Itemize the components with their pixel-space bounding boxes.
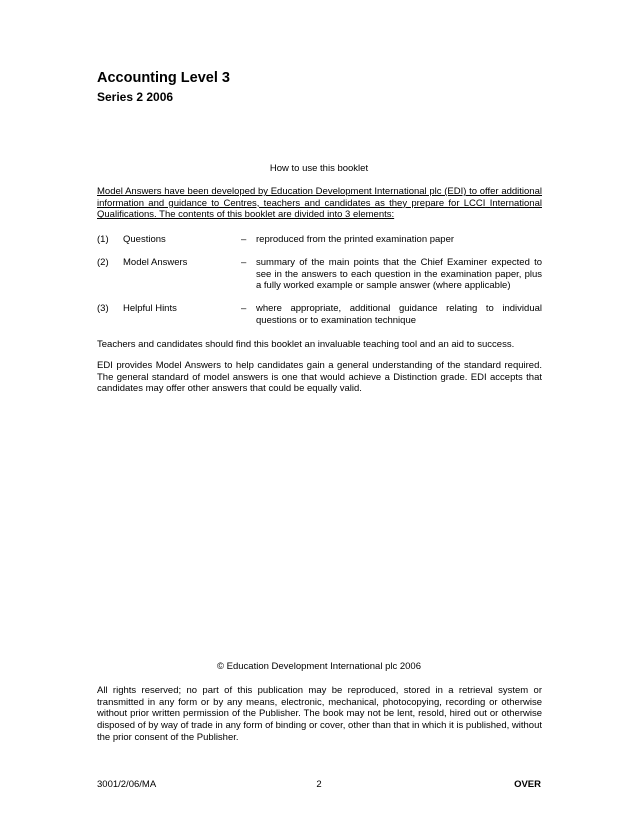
rights-paragraph: All rights reserved; no part of this publication may be reproduced, stored in a retrieval system or transmitted in any form or by any means, electronic, mechanical, photocopying, recording or otherwise without prior written permission of the Publisher. The book may not be lent, resold, hired out or otherwise disposed of by way of trade in any form of binding or cover, other than that in which it is published, without the prior consent of the Publisher. <box>97 685 542 743</box>
document-title: Accounting Level 3 <box>97 70 230 86</box>
document-series: Series 2 2006 <box>97 90 174 104</box>
footer-over: OVER <box>514 779 541 790</box>
element-label: Questions <box>123 234 166 245</box>
element-label: Model Answers <box>123 257 188 268</box>
intro-paragraph: Model Answers have been developed by Education Development International plc (EDI) to offer additional information and guidance to Centres, teachers and candidates as they prepare for LCCI International Qualifications. The contents of this booklet are divided into 3 elements: <box>97 186 542 221</box>
element-number: (2) <box>97 257 109 268</box>
element-dash: – <box>241 234 247 245</box>
element-description: summary of the main points that the Chief Examiner expected to see in the answers to each question in the examination paper, plus a fully worked example or sample answer (where applicable) <box>256 257 542 292</box>
copyright-line: © Education Development International plc 2006 <box>217 661 421 672</box>
element-description: where appropriate, additional guidance relating to individual questions or to examination technique <box>256 303 542 326</box>
element-dash: – <box>241 303 247 314</box>
element-label: Helpful Hints <box>123 303 177 314</box>
element-description: reproduced from the printed examination paper <box>256 234 455 245</box>
edi-paragraph: EDI provides Model Answers to help candidates gain a general understanding of the standard required. The general standard of model answers is one that would achieve a Distinction grade. EDI accepts that candidates may offer other answers that could be equally valid. <box>97 360 542 395</box>
booklet-heading: How to use this booklet <box>269 163 369 174</box>
footer-code: 3001/2/06/MA <box>97 779 157 790</box>
element-number: (1) <box>97 234 109 245</box>
page-number: 2 <box>316 779 322 790</box>
teachers-paragraph: Teachers and candidates should find this booklet an invaluable teaching tool and an aid to success. <box>97 339 515 350</box>
element-dash: – <box>241 257 247 268</box>
element-number: (3) <box>97 303 109 314</box>
